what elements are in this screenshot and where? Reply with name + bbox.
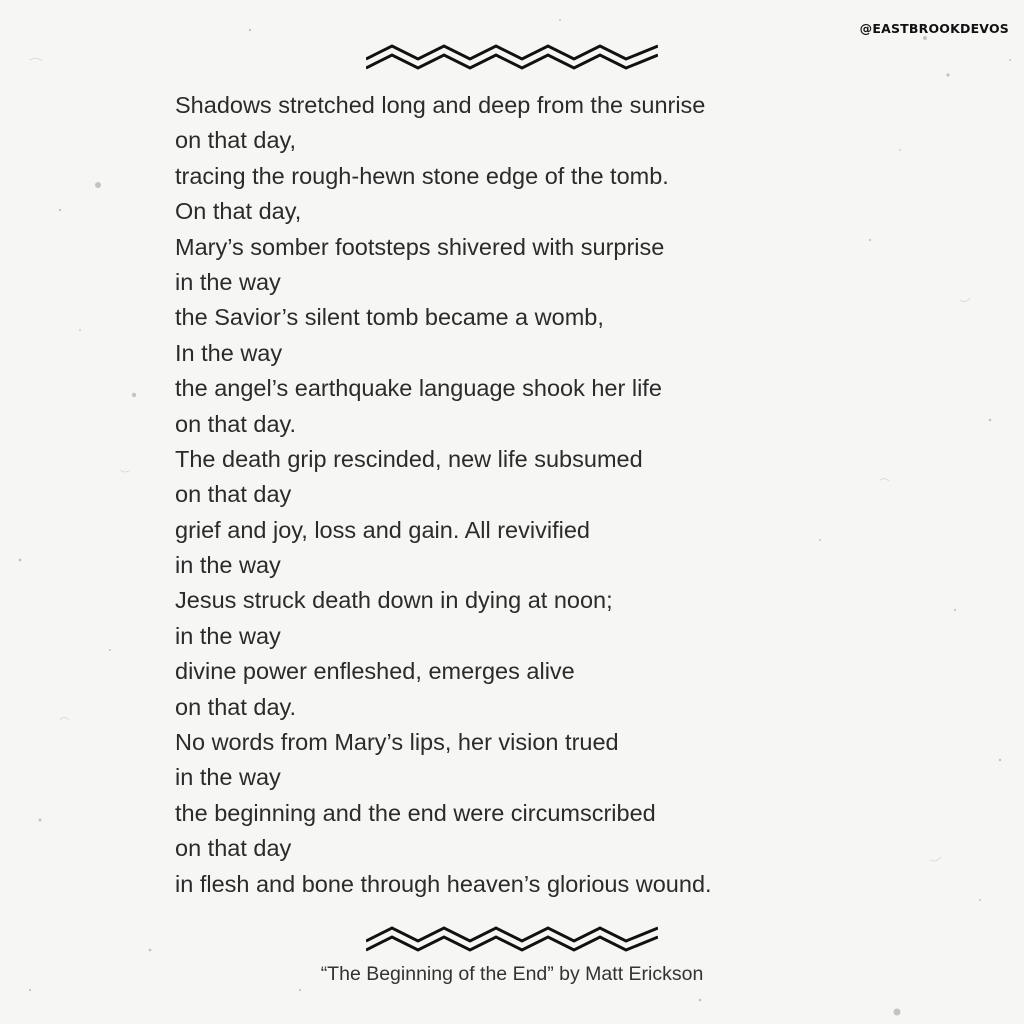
poem-line: in the way (175, 622, 281, 649)
poem-line: Mary’s somber footsteps shivered with surprise (175, 233, 665, 260)
poem-line: Shadows stretched long and deep from the sunrise (175, 92, 706, 118)
poem-line: the Savior’s silent tomb became a womb, (175, 304, 604, 331)
poem-line: divine power enfleshed, emerges alive (175, 658, 575, 685)
poem-line: In the way (175, 339, 283, 366)
poem-line: the angel’s earthquake language shook her life (175, 375, 662, 402)
poem-line: tracing the rough-hewn stone edge of the tomb. (175, 162, 669, 189)
poem-line: on that day (175, 835, 292, 862)
poem-line: the beginning and the end were circumscribed (175, 799, 656, 826)
poem-line: on that day. (175, 693, 297, 720)
poem-line: on that day. (175, 410, 297, 437)
poem-attribution: “The Beginning of the End” by Matt Erickson (320, 963, 704, 985)
account-handle: @EASTBROOKDEVOS (859, 21, 1009, 36)
poem-line: in the way (175, 552, 281, 579)
poem-text (175, 88, 935, 902)
poem-line: No words from Mary’s lips, her vision trued (175, 729, 619, 756)
poem-line: On that day, (175, 198, 302, 225)
poem-line: in the way (175, 268, 281, 295)
zigzag-divider-icon (366, 922, 658, 954)
poem-line: in the way (175, 764, 281, 791)
poem-line: on that day, (175, 127, 297, 154)
poem-line: in flesh and bone through heaven’s glorious wound. (175, 870, 712, 897)
poem-line: The death grip rescinded, new life subsumed (175, 445, 643, 472)
poem-line: Jesus struck death down in dying at noon; (175, 587, 613, 614)
poem-line: on that day (175, 481, 292, 508)
zigzag-divider-icon (366, 40, 658, 72)
poem-line: grief and joy, loss and gain. All revivified (175, 516, 590, 543)
